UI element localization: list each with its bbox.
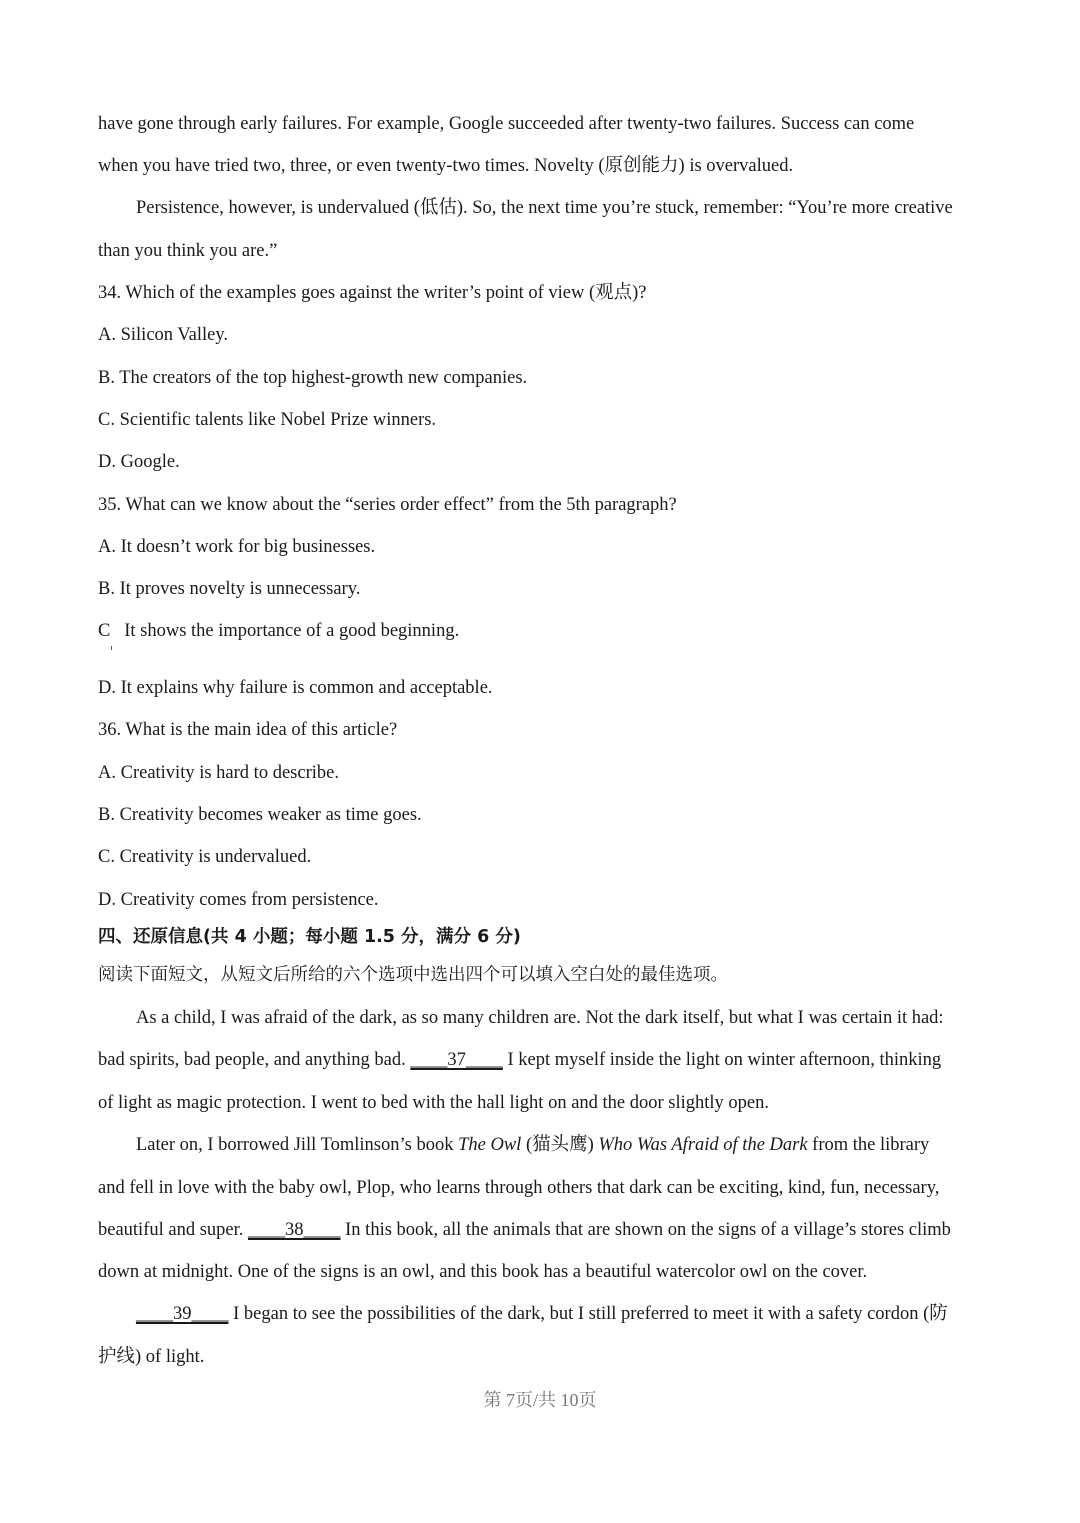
question-34-option-c: C. Scientific talents like Nobel Prize winners. [98, 410, 437, 430]
passage-line: Persistence, however, is undervalued (低估). So, the next time you’re stuck, remember: “You’re more creative [136, 198, 953, 218]
section-instruction: 阅读下面短文，从短文后所给的六个选项中选出四个可以填入空白处的最佳选项。 [98, 965, 728, 985]
stray-mark [111, 646, 112, 650]
question-36-stem: 36. What is the main idea of this article? [98, 720, 398, 740]
question-34-option-d: D. Google. [98, 452, 180, 472]
passage2-line: down at midnight. One of the signs is an owl, and this book has a beautiful watercolor owl on the cover. [98, 1262, 868, 1282]
question-35-option-d: D. It explains why failure is common and acceptable. [98, 678, 493, 698]
question-34-option-a: A. Silicon Valley. [98, 325, 229, 345]
passage2-line: Later on, I borrowed Jill Tomlinson’s book The Owl (猫头鹰) Who Was Afraid of the Dark from the library [136, 1135, 930, 1155]
passage-line: have gone through early failures. For example, Google succeeded after twenty-two failures. Success can come [98, 114, 915, 134]
passage2-line: 护线) of light. [98, 1347, 205, 1367]
question-34-stem: 34. Which of the examples goes against the writer’s point of view (观点)? [98, 283, 647, 303]
page-footer: 第 7页/共 10页 [483, 1390, 597, 1410]
question-36-option-c: C. Creativity is undervalued. [98, 847, 312, 867]
question-35-stem: 35. What can we know about the “series order effect” from the 5th paragraph? [98, 495, 677, 515]
passage2-line: of light as magic protection. I went to bed with the hall light on and the door slightly open. [98, 1093, 770, 1113]
question-35-option-b: B. It proves novelty is unnecessary. [98, 579, 361, 599]
blank-39: ____39____ [136, 1304, 229, 1324]
section-heading: 四、还原信息(共 4 小题；每小题 1.5 分，满分 6 分) [98, 927, 521, 947]
passage2-line: beautiful and super. ____38____ In this book, all the animals that are shown on the signs of a village’s stores climb [98, 1220, 951, 1240]
question-36-option-b: B. Creativity becomes weaker as time goes. [98, 805, 422, 825]
passage2-line: As a child, I was afraid of the dark, as so many children are. Not the dark itself, but what I was certain it had: [136, 1008, 944, 1028]
blank-37: ____37____ [410, 1050, 503, 1070]
passage-line: than you think you are.” [98, 241, 278, 261]
book-title: Who Was Afraid of the Dark [598, 1135, 808, 1155]
passage2-line: bad spirits, bad people, and anything bad. ____37____ I kept myself inside the light on winter afternoon, thinking [98, 1050, 942, 1070]
blank-38: ____38____ [248, 1220, 341, 1240]
question-36-option-d: D. Creativity comes from persistence. [98, 890, 379, 910]
question-36-option-a: A. Creativity is hard to describe. [98, 763, 339, 783]
passage2-line: and fell in love with the baby owl, Plop, who learns through others that dark can be exciting, kind, fun, necessary, [98, 1178, 940, 1198]
book-title: The Owl [458, 1135, 522, 1155]
passage2-line: ____39____ I began to see the possibilities of the dark, but I still preferred to meet it with a safety cordon (防 [136, 1304, 948, 1324]
question-34-option-b: B. The creators of the top highest-growth new companies. [98, 368, 528, 388]
question-35-option-a: A. It doesn’t work for big businesses. [98, 537, 376, 557]
question-35-option-c: C It shows the importance of a good beginning. [98, 621, 460, 641]
passage-line: when you have tried two, three, or even twenty-two times. Novelty (原创能力) is overvalued. [98, 156, 794, 176]
